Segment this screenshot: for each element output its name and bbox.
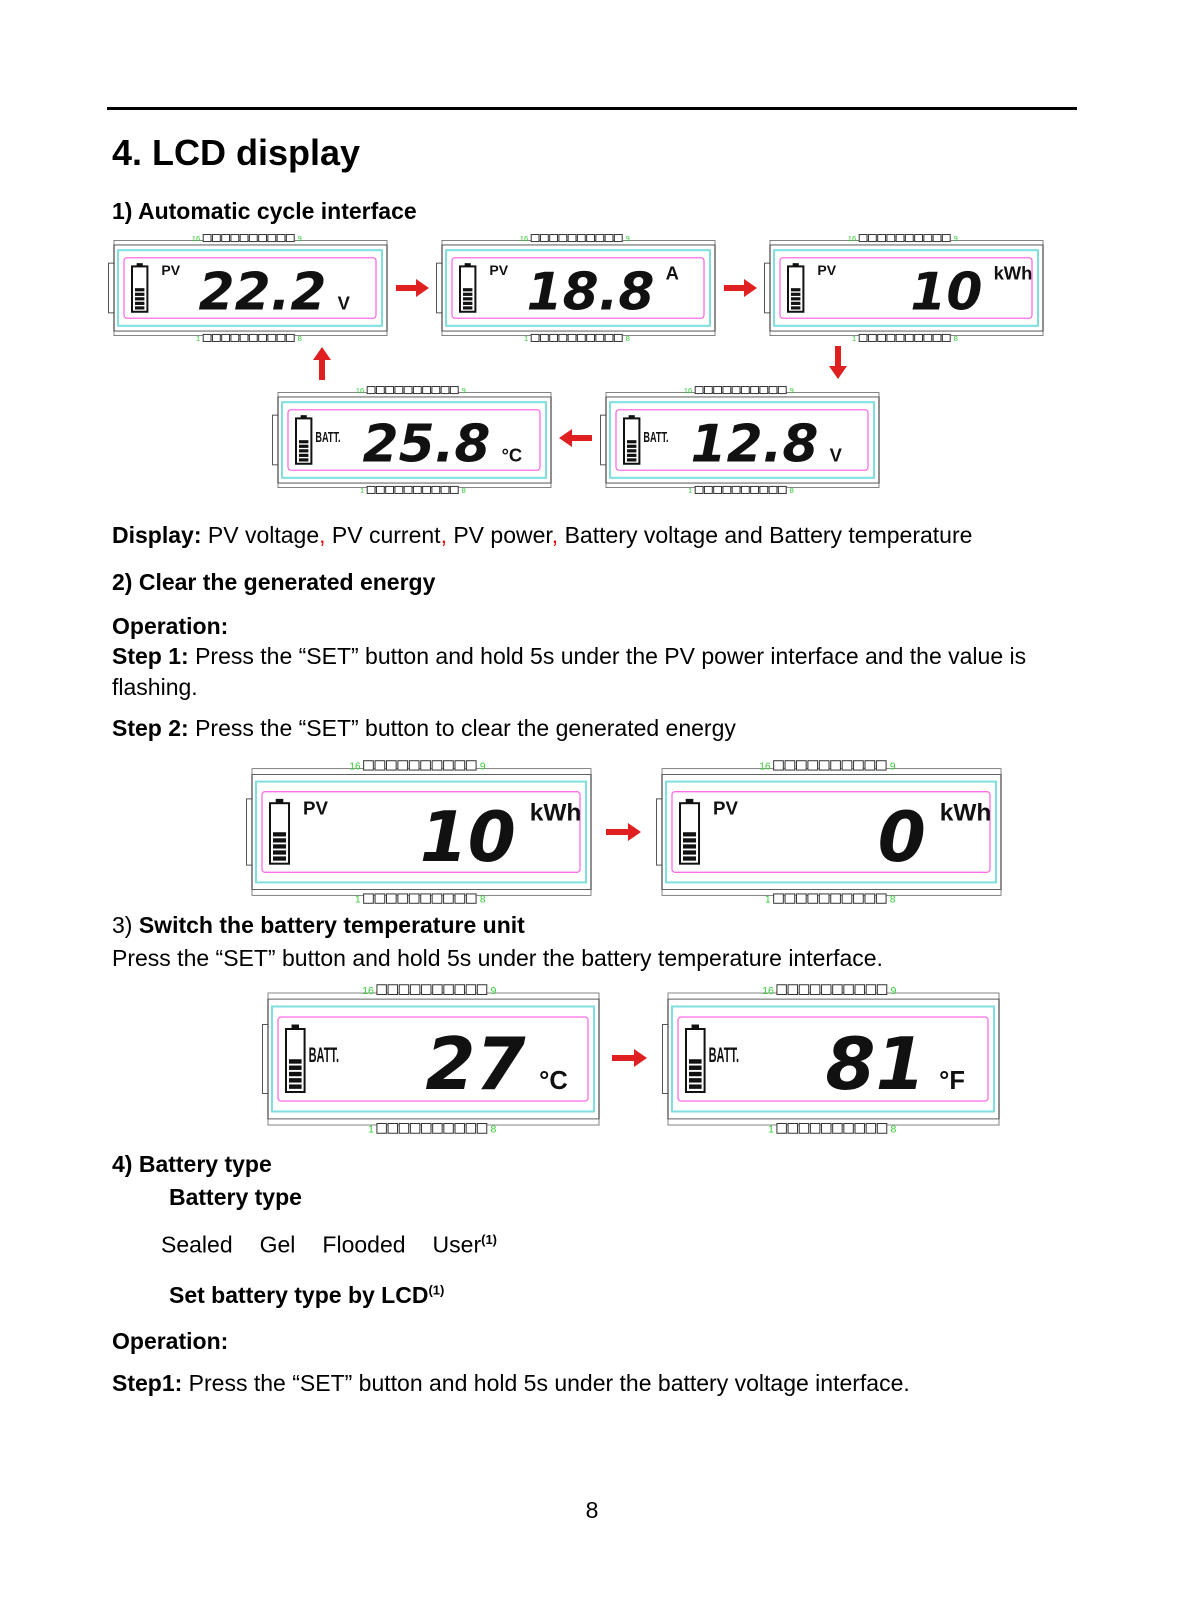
lcd-unit: °C — [539, 1067, 568, 1095]
section2-title: 2) Clear the generated energy — [112, 569, 436, 595]
lcd-unit: kWh — [529, 799, 582, 827]
lcd-value: 81 — [825, 1022, 926, 1106]
battery-icon — [132, 263, 147, 312]
svg-text:16: 16 — [355, 386, 365, 396]
arrow-down-icon — [828, 346, 848, 380]
arrow-right-icon — [606, 822, 642, 842]
lcd-value: 10 — [910, 262, 983, 323]
svg-text:9: 9 — [479, 761, 486, 773]
section4-title: 4) Battery type — [112, 1151, 272, 1177]
section2-step2: Step 2: Press the “SET” button to clear the generated energy — [112, 715, 736, 741]
svg-text:9: 9 — [625, 234, 630, 244]
lcd-label: BATT. — [708, 1044, 740, 1067]
display-description: Display: PV voltage, PV current, PV power, Battery voltage and Battery temperature — [112, 522, 973, 548]
svg-text:16: 16 — [349, 761, 361, 773]
svg-text:16: 16 — [519, 234, 529, 244]
svg-text:9: 9 — [490, 984, 497, 997]
battery-icon — [296, 415, 311, 464]
lcd-label: PV — [713, 797, 738, 819]
battery-icon — [680, 799, 699, 864]
arrow-right-icon — [396, 278, 430, 298]
svg-text:8: 8 — [890, 1123, 897, 1134]
lcd-label: PV — [817, 262, 837, 279]
svg-text:8: 8 — [889, 894, 896, 904]
set-battery-type-heading: Set battery type by LCD$^{(1)}$ — [169, 1282, 445, 1308]
svg-text:16: 16 — [191, 234, 201, 244]
lcd-unit: V — [337, 292, 350, 314]
svg-text:1: 1 — [359, 485, 365, 494]
lcd-unit: °C — [501, 444, 523, 466]
battery-icon — [624, 415, 639, 464]
svg-text:9: 9 — [890, 984, 897, 997]
svg-text:1: 1 — [523, 333, 529, 342]
svg-text:1: 1 — [765, 894, 771, 904]
svg-text:9: 9 — [461, 386, 466, 396]
svg-text:9: 9 — [297, 234, 302, 244]
svg-text:16: 16 — [759, 761, 771, 773]
svg-text:8: 8 — [297, 333, 302, 342]
lcd-pv-energy-before — [246, 760, 592, 904]
svg-text:8: 8 — [490, 1123, 497, 1134]
svg-text:1: 1 — [355, 894, 361, 904]
battery-icon — [270, 799, 289, 864]
lcd-batt-temperature — [272, 386, 552, 494]
lcd-value: 27 — [425, 1022, 526, 1106]
lcd-batt-voltage — [600, 386, 880, 494]
svg-text:9: 9 — [789, 386, 794, 396]
svg-text:16: 16 — [762, 984, 774, 997]
svg-text:9: 9 — [953, 234, 958, 244]
section3-text: Press the “SET” button and hold 5s under the battery temperature interface. — [112, 945, 883, 971]
lcd-label: PV — [161, 262, 181, 279]
arrow-right-icon — [612, 1048, 648, 1068]
section2-step1: Step 1: Press the “SET” button and hold 5s under the PV power interface and the value is flashing. — [112, 643, 1027, 700]
svg-text:8: 8 — [953, 333, 958, 342]
section1-title: 1) Automatic cycle interface — [112, 198, 417, 224]
lcd-value: 12.8 — [690, 414, 819, 475]
svg-text:8: 8 — [625, 333, 630, 342]
battery-icon — [286, 1025, 305, 1093]
battery-icon — [686, 1025, 705, 1093]
svg-text:1: 1 — [368, 1123, 374, 1134]
lcd-pv-power — [764, 234, 1044, 342]
svg-text:8: 8 — [461, 485, 466, 494]
section4-operation: Operation: — [112, 1328, 229, 1354]
section4-step1: Step1: Press the “SET” button and hold 5s under the battery voltage interface. — [112, 1370, 910, 1396]
lcd-unit: °F — [939, 1067, 965, 1095]
lcd-unit: kWh — [939, 799, 992, 827]
lcd-value: 18.8 — [526, 262, 655, 323]
lcd-label: PV — [489, 262, 509, 279]
svg-text:16: 16 — [683, 386, 693, 396]
svg-text:1: 1 — [687, 485, 693, 494]
lcd-label: BATT. — [643, 429, 669, 447]
svg-text:8: 8 — [789, 485, 794, 494]
battery-type-heading: Battery type — [169, 1184, 302, 1210]
svg-text:1: 1 — [768, 1123, 774, 1134]
battery-type-list: Sealed Gel Flooded User$^{(1)}$ — [161, 1231, 497, 1258]
lcd-value: 10 — [419, 797, 516, 878]
svg-text:1: 1 — [851, 333, 857, 342]
lcd-pv-energy-cleared — [656, 760, 1002, 904]
lcd-value: 25.8 — [362, 414, 491, 475]
battery-icon — [788, 263, 803, 312]
section2-operation: Operation: — [112, 613, 229, 639]
lcd-value: 22.2 — [198, 262, 327, 323]
lcd-value: 0 — [877, 797, 926, 878]
arrow-right-icon — [724, 278, 758, 298]
lcd-label: BATT. — [308, 1044, 340, 1067]
lcd-label: BATT. — [315, 429, 341, 447]
lcd-unit: A — [665, 262, 679, 284]
header-rule — [107, 107, 1077, 110]
lcd-label: PV — [303, 797, 328, 819]
arrow-up-icon — [312, 346, 332, 380]
lcd-pv-voltage — [108, 234, 388, 342]
svg-text:1: 1 — [195, 333, 201, 342]
arrow-left-icon — [558, 428, 592, 448]
page-number: 8 — [585, 1497, 599, 1523]
section3-title: 3) Switch the battery temperature unit — [112, 912, 525, 938]
lcd-batt-temp-fahrenheit — [662, 984, 1000, 1134]
svg-text:16: 16 — [362, 984, 374, 997]
svg-text:9: 9 — [889, 761, 896, 773]
svg-text:16: 16 — [847, 234, 857, 244]
lcd-unit: kWh — [993, 262, 1033, 284]
lcd-unit: V — [829, 444, 842, 466]
battery-icon — [460, 263, 475, 312]
lcd-pv-current — [436, 234, 716, 342]
lcd-batt-temp-celsius — [262, 984, 600, 1134]
page-heading: 4. LCD display — [112, 132, 361, 173]
svg-text:8: 8 — [479, 894, 486, 904]
